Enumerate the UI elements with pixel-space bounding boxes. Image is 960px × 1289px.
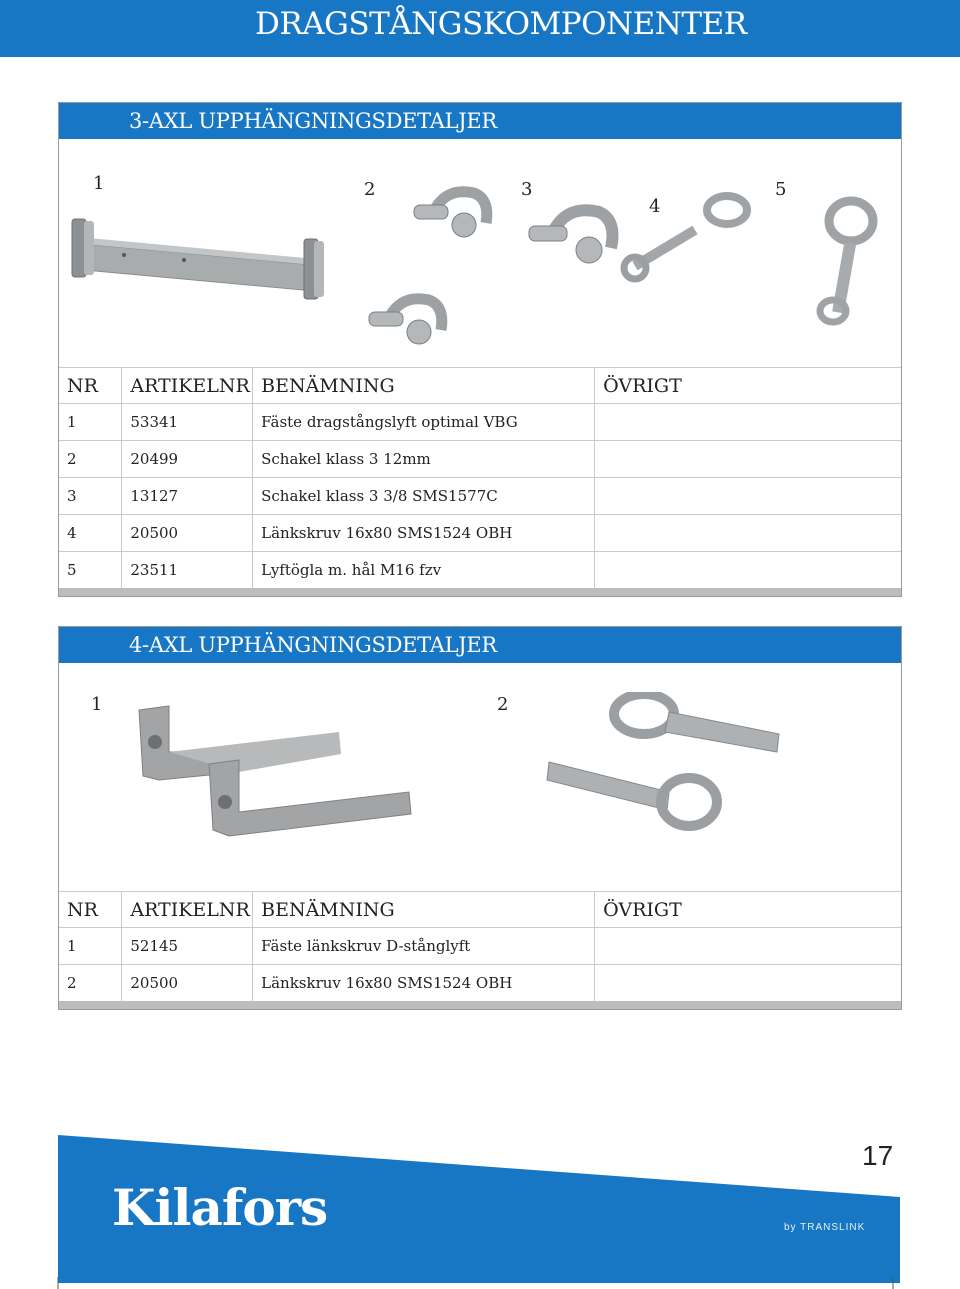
shackle-image (509, 198, 629, 278)
table-row (59, 928, 901, 965)
cell-article: 23511 (122, 552, 253, 589)
column-header: ARTIKELNR (122, 368, 253, 404)
cell-nr: 3 (59, 478, 122, 515)
cell-article: 20500 (122, 515, 253, 552)
table-row (59, 404, 901, 441)
cell-name: Schakel klass 3 12mm (253, 441, 595, 478)
mounting-bracket-image (64, 203, 334, 303)
cell-nr: 2 (59, 441, 122, 478)
column-header: ÖVRIGT (595, 368, 901, 404)
cell-article: 13127 (122, 478, 253, 515)
cell-name: Fäste länkskruv D-stånglyft (253, 928, 595, 965)
column-header: ÖVRIGT (595, 892, 901, 928)
column-header: ARTIKELNR (122, 892, 253, 928)
cell-name: Länkskruv 16x80 SMS1524 OBH (253, 515, 595, 552)
parts-table (59, 367, 901, 588)
cell-nr: 2 (59, 965, 122, 1002)
section-title: 4-AXL UPPHÄNGNINGSDETALJER (129, 633, 497, 657)
cell-article: 20500 (122, 965, 253, 1002)
cell-other (595, 965, 901, 1002)
lifting-eye-image (809, 193, 889, 333)
page-title: DRAGSTÅNGSKOMPONENTER (255, 6, 747, 42)
section-3-axle (58, 102, 902, 597)
cell-nr: 1 (59, 928, 122, 965)
cell-article: 52145 (122, 928, 253, 965)
eye-bolt-image (539, 692, 799, 857)
section-title: 3-AXL UPPHÄNGNINGSDETALJER (129, 109, 497, 133)
image-number-2: 2 (364, 179, 376, 200)
parts-table (59, 891, 901, 1001)
cell-other (595, 552, 901, 589)
cell-nr: 4 (59, 515, 122, 552)
cell-name: Länkskruv 16x80 SMS1524 OBH (253, 965, 595, 1002)
table-row (59, 478, 901, 515)
section-4-axle (58, 626, 902, 1010)
column-header: NR (59, 892, 122, 928)
column-header: BENÄMNING (253, 892, 595, 928)
table-header-row (59, 892, 901, 928)
shackle-image (394, 181, 504, 251)
image-number-1: 1 (91, 694, 103, 715)
cell-nr: 1 (59, 404, 122, 441)
table-row (59, 965, 901, 1002)
cell-article: 53341 (122, 404, 253, 441)
cell-nr: 5 (59, 552, 122, 589)
image-number-4: 4 (649, 196, 661, 217)
cell-other (595, 478, 901, 515)
table-row (59, 441, 901, 478)
shackle-image (349, 288, 459, 358)
cell-other (595, 515, 901, 552)
image-number-1: 1 (93, 173, 105, 194)
table-row (59, 552, 901, 589)
image-number-3: 3 (521, 179, 533, 200)
image-number-5: 5 (775, 179, 787, 200)
cell-other (595, 928, 901, 965)
cell-other (595, 441, 901, 478)
column-header: BENÄMNING (253, 368, 595, 404)
angle-bracket-image (129, 702, 419, 862)
brand-logo: Kilafors (112, 1178, 328, 1237)
table-footer-shade (59, 1001, 901, 1009)
lifting-eye-image (699, 188, 759, 238)
page-number: 17 (862, 1140, 894, 1171)
cell-other (595, 404, 901, 441)
eye-bolt-image (619, 198, 709, 288)
cell-article: 20499 (122, 441, 253, 478)
column-header: NR (59, 368, 122, 404)
table-footer-shade (59, 588, 901, 596)
cell-name: Lyftögla m. hål M16 fzv (253, 552, 595, 589)
cell-name: Schakel klass 3 3/8 SMS1577C (253, 478, 595, 515)
table-row (59, 515, 901, 552)
brand-byline: by TRANSLINK (784, 1222, 866, 1233)
image-number-2: 2 (497, 694, 509, 715)
cell-name: Fäste dragstångslyft optimal VBG (253, 404, 595, 441)
table-header-row (59, 368, 901, 404)
